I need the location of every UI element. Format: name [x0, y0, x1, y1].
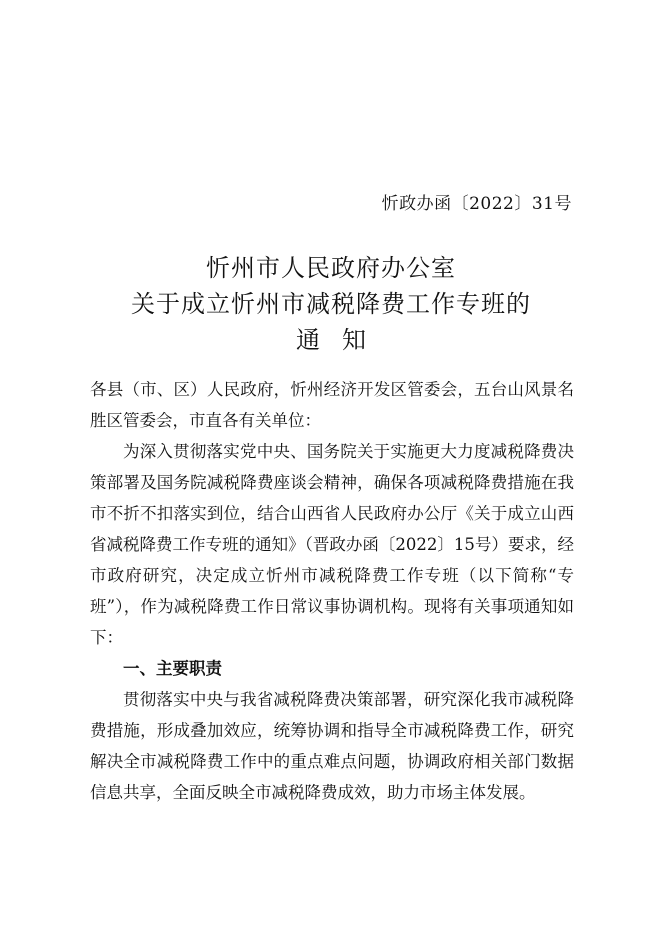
intro-paragraph: 为深入贯彻落实党中央、国务院关于实施更大力度减税降费决策部署及国务院减税降费座谈会精神，确保各项减税降费措施在我市不折不扣落实到位，结合山西省人民政府办公厅《关于成立山西省减税降费工作专班的通知》（晋政办函〔2022〕15号）要求，经市政府研究，决定成立忻州市减税降费工作专班（以下简称“专班”），作为减税降费工作日常议事协调机构。现将有关事项通知如下：	[90, 442, 574, 647]
title-line-subject: 关于成立忻州市减税降费工作专班的	[131, 290, 531, 318]
document-title	[0, 250, 662, 358]
section-heading-responsibilities: 一、主要职责	[123, 659, 222, 678]
document-body	[90, 374, 574, 808]
salutation: 各县（市、区）人民政府，忻州经济开发区管委会，五台山风景名胜区管委会，市直各有关单位：	[90, 380, 574, 430]
document-number: 忻政办函〔2022〕31号	[381, 194, 572, 214]
title-line-notice: 通知	[296, 326, 388, 354]
title-line-issuer: 忻州市人民政府办公室	[206, 254, 456, 282]
section-paragraph-responsibilities: 贯彻落实中央与我省减税降费决策部署，研究深化我市减税降费措施，形成叠加效应，统筹协调和指导全市减税降费工作，研究解决全市减税降费工作中的重点难点问题，协调政府相关部门数据信息共享，全面反映全市减税降费成效，助力市场主体发展。	[90, 690, 574, 802]
